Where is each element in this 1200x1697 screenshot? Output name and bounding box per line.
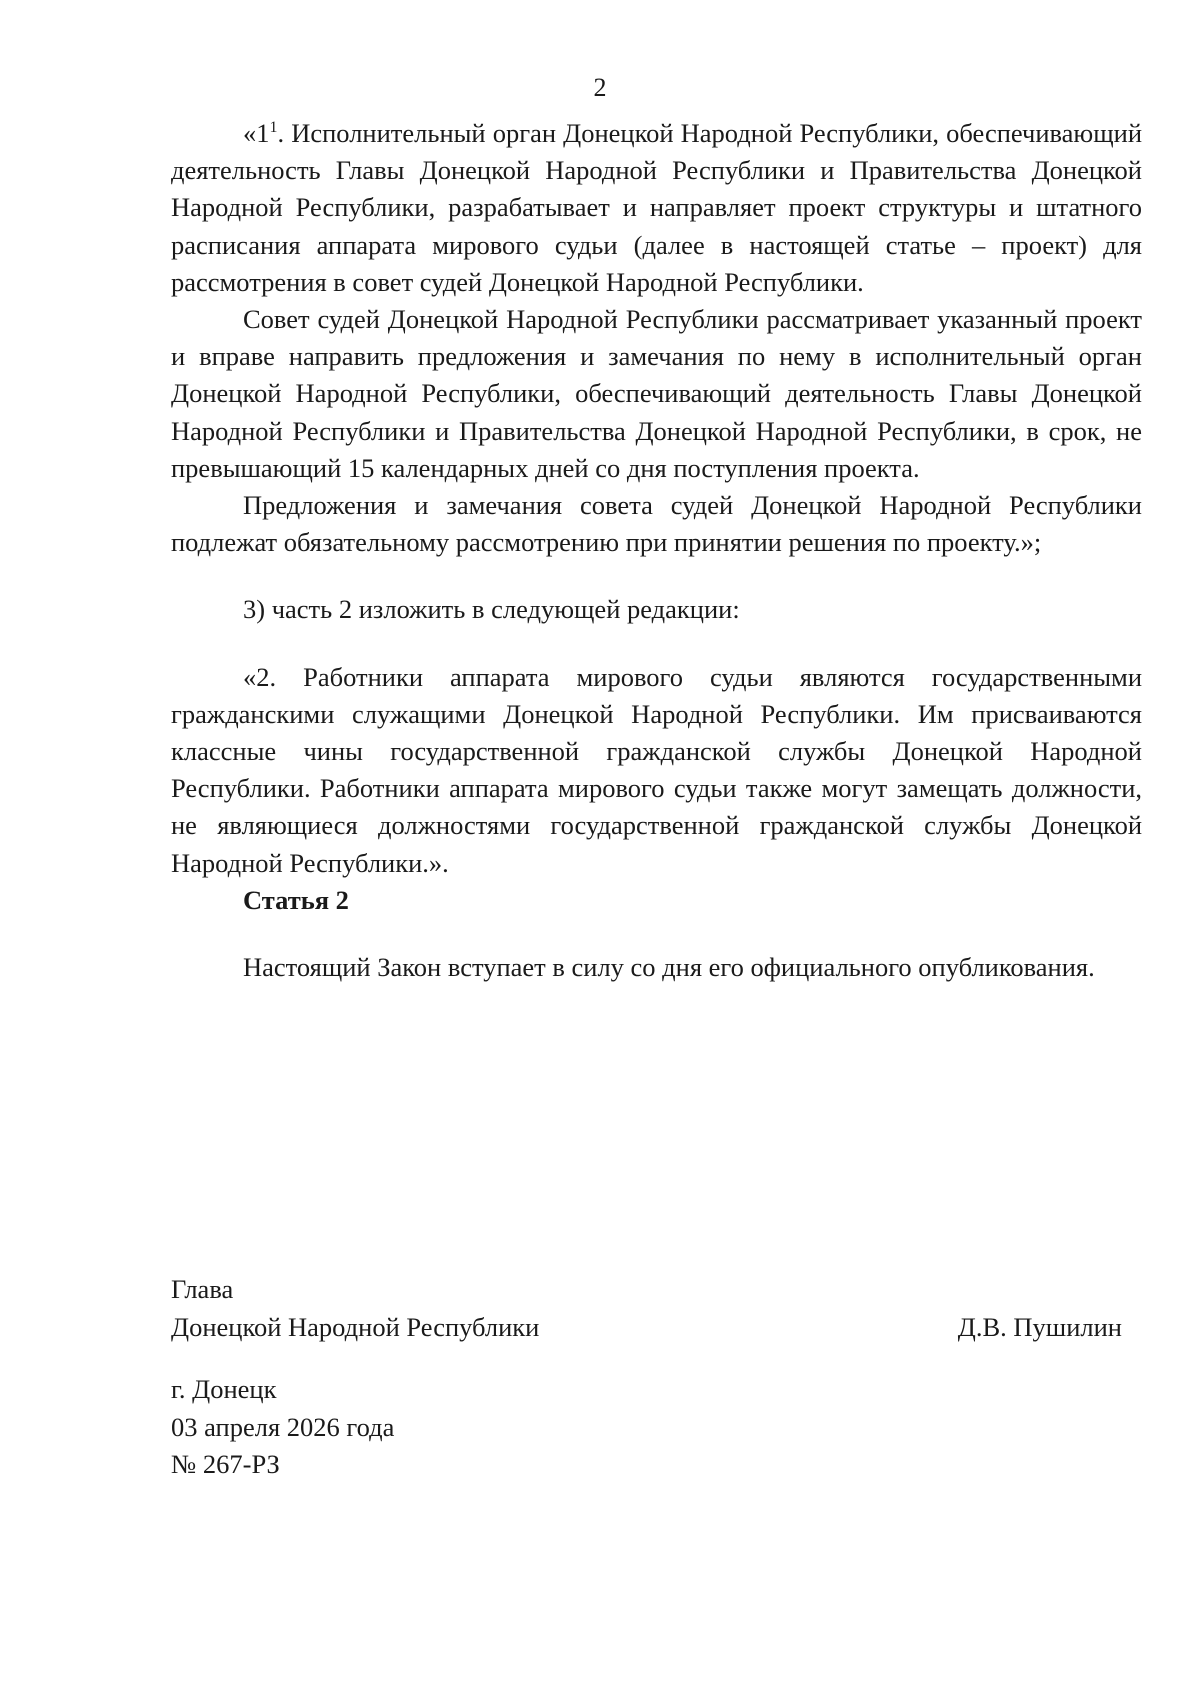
signature-title-line-2: Донецкой Народной Республики	[171, 1311, 540, 1342]
law-number: № 267-РЗ	[171, 1449, 280, 1479]
paragraph-3: Предложения и замечания совета судей Донецкой Народной Республики подлежат обязательному рассмотрению при принятии решения по проекту.»;	[171, 490, 1142, 558]
paragraph-2: Совет судей Донецкой Народной Республики рассматривает указанный проект и вправе направить предложения и замечания по нему в исполнительный орган Донецкой Народной Республики, обеспечивающий деятельность Главы Донецкой Народной Республики и Правительства Донецкой Народной Республики, в срок, не превышающий 15 календарных дней со дня поступления проекта.	[171, 304, 1142, 483]
paragraph-1-superscript: 1	[269, 119, 278, 136]
city: г. Донецк	[171, 1374, 277, 1404]
signatory-name: Д.В. Пушилин	[957, 1311, 1122, 1342]
signature-block	[171, 1271, 1122, 1346]
date: 03 апреля 2026 года	[171, 1411, 395, 1442]
article-2-heading: Статья 2	[243, 884, 349, 915]
signature-row	[171, 1309, 1122, 1347]
paragraph-part-2-text: «2. Работники аппарата мирового судьи являются государственными гражданскими служащими Донецкой Народной Республики. Им присваиваются классные чины государственной гражданской службы Донецкой Народной Республики. Работники аппарата мирового судьи также могут замещать должности, не являющиеся должностями государственной гражданской службы Донецкой Народной Республики.».	[171, 661, 1142, 878]
signature-title-line-1: Глава	[171, 1274, 234, 1304]
paragraph-1-text: . Исполнительный орган Донецкой Народной Республики, обеспечивающий деятельность Главы Донецкой Народной Республики и Правительства Донецкой Народной Республики, разрабатывает и направляет проект структуры и штатного расписания аппарата мирового судьи (далее в настоящей статье – проект) для рассмотрения в совет судей Донецкой Народной Республики.	[171, 118, 1142, 297]
paragraph-amendment-instruction: 3) часть 2 изложить в следующей редакции:	[243, 594, 740, 625]
paragraph-1-prefix: «1	[243, 118, 270, 148]
paragraph-1	[171, 115, 1142, 301]
document-body	[171, 115, 1142, 986]
place-date-block	[171, 1371, 394, 1484]
paragraph-entry-into-force: Настоящий Закон вступает в силу со дня его официального опубликования.	[243, 952, 1095, 983]
page-number: 2	[593, 73, 607, 102]
